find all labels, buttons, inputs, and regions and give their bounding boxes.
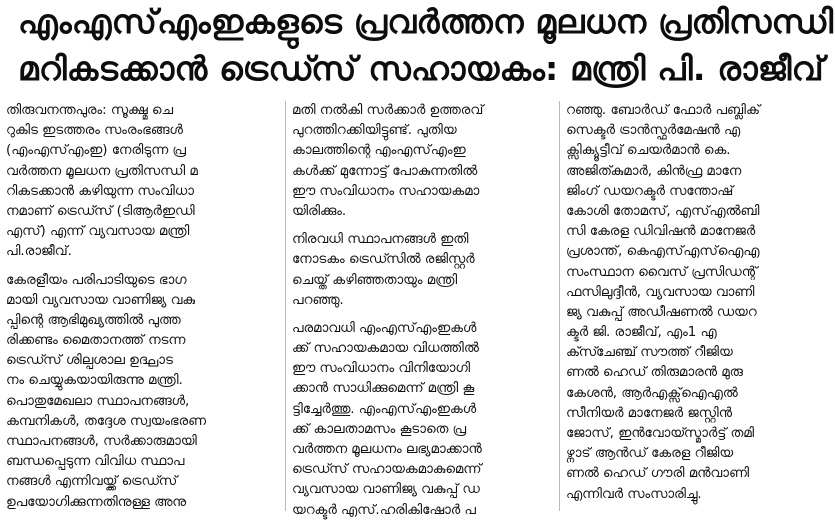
text-line: ക്സിക്യൂട്ടീവ് ചെയർമാൻ കെ.	[566, 143, 731, 159]
text-line: ഫസിലുദ്ദീൻ, വ്യവസായ വാണി	[566, 284, 755, 300]
text-line: ഴ്നാട് ആൻഡ് കേരള റീജിയ	[566, 446, 734, 462]
text-line: സീനിയർ മാനേജർ ജസ്റ്റിൻ	[566, 405, 732, 421]
column-divider	[559, 101, 560, 511]
text-line: തിരുവനന്തപുരം: സൂക്ഷ്മ ചെ	[6, 103, 173, 118]
text-line: സി കേരള ഡിവിഷൻ മാനേജർ	[566, 224, 756, 240]
text-line: നോടകം ട്രെഡ്സിൽ രജിസ്റ്റർ	[292, 252, 475, 268]
text-line: സെക്ടർ ട്രാൻസ്ഫർമേഷൻ എ	[566, 123, 741, 139]
text-line: മതി നൽകി സർക്കാർ ഉത്തരവ്	[292, 103, 484, 118]
text-line: പ്പിന്റെ ആഭിമുഖ്യത്തിൽ പുത്ത	[6, 312, 181, 328]
text-line: റുകിട ഇടത്തരം സംരംഭങ്ങൾ	[6, 123, 183, 139]
text-line: ബന്ധപ്പെടുന്ന വിവിധ സ്ഥാപ	[6, 454, 185, 470]
text-line: ജിംഗ് ഡയറക്ടർ സന്തോഷ്	[566, 183, 734, 199]
headline-line-1: എംഎസ്എംഇകളുടെ പ്രവർത്തന മൂലധന പ്രതിസന്ധി	[18, 2, 834, 41]
text-line: ജോസ്, ഇൻവോയ്സ്മാർട്ട് തമി	[566, 426, 755, 441]
text-line: ഈ സംവിധാനം വിനിയോഗി	[292, 361, 470, 377]
text-line: കമ്പനികൾ, തദ്ദേശ സ്വയംഭരണ	[6, 413, 206, 429]
text-line: സംസ്ഥാന വൈസ് പ്രസിഡന്റ്	[566, 264, 758, 280]
text-line: വ്യവസായ വാണിജ്യ വകുപ്പ് ഡ	[292, 482, 480, 498]
text-line: (എംഎസ്എംഇ) നേരിടുന്ന പ്ര	[6, 143, 186, 159]
article-paragraph	[292, 230, 554, 311]
article-column-3	[566, 101, 828, 505]
text-line: അജിത്കുമാർ, കിൻഫ്ര മാനേ	[566, 163, 742, 179]
article-paragraph	[6, 101, 280, 263]
text-line: ജ്യ വകുപ്പ് അഡീഷണൽ ഡയറ	[566, 304, 757, 320]
text-line: ട്രെഡ്സ് ശില്പശാല ഉദ്ഘാട	[6, 353, 173, 369]
text-line: ക്ടർ ജി. രാജീവ്, എം1 എ	[566, 325, 717, 341]
text-line: റഞ്ഞു. ബോർഡ് ഫോർ പബ്ലിക്	[566, 103, 760, 118]
text-line: കൾക്ക് മുന്നോട്ട് പോകുന്നതിൽ	[292, 163, 478, 179]
text-line: പി.രാജീവ്.	[6, 244, 72, 260]
text-line: സ്ഥാപനങ്ങൾ, സർക്കാരുമായി	[6, 434, 197, 449]
text-line: കാലത്തിന്റെ എംഎസ്എംഇ	[292, 143, 466, 159]
article-column-1	[6, 101, 280, 513]
text-line: വർത്തന മൂലധന പ്രതിസന്ധി മ	[6, 163, 198, 179]
article-column-2	[292, 101, 554, 521]
text-line: നിരവധി സ്ഥാപനങ്ങൾ ഇതി	[292, 232, 469, 248]
text-line: ട്രെഡ്സ് സഹായകമാകുമെന്ന്	[292, 462, 482, 478]
text-line: നമാണ് ട്രെഡ്സ് (ടിആർഇഡി	[6, 203, 195, 219]
text-line: ട്ടിച്ചേർത്തു. എംഎസ്എംഇകൾ	[292, 401, 477, 417]
text-line: കോശി തോമസ്, എസ്എൽബി	[566, 203, 760, 219]
text-line: മായി വ്യവസായ വാണിജ്യ വകു	[6, 292, 195, 308]
headline-line-2: മറികടക്കാൻ ട്രെഡ്സ് സഹായകം: മന്ത്രി പി. രാജീവ്	[18, 49, 824, 88]
text-line: ണൽ ഹെഡ് തിരുമാരൻ മുരു	[566, 365, 743, 381]
text-line: വർത്തന മൂലധനം ലഭ്യമാക്കാൻ	[292, 442, 482, 457]
text-line: ചെയ്ത് കഴിഞ്ഞതായും മന്ത്രി	[292, 272, 458, 288]
text-line: ണൽ ഹെഡ് ഗൗരി മൻവാണി	[566, 466, 750, 482]
text-line: യറക്ടർ എസ്.ഹരികിഷോർ പ	[292, 502, 476, 518]
article-paragraph	[6, 271, 280, 513]
text-line: കേശൻ, ആർഎക്സ്ഐഎൽ	[566, 385, 738, 401]
text-line: ക്ക് സഹായകമായ വിധത്തിൽ	[292, 341, 479, 357]
paragraph-gap	[292, 222, 554, 230]
article-paragraph	[292, 101, 554, 222]
text-line: പ്രശാന്ത്, കെഎസ്എസ്ഐഎ	[566, 244, 760, 260]
text-line: എസ്) എന്ന് വ്യവസായ മന്ത്രി	[6, 224, 190, 240]
text-line: കേരളീയം പരിപാടിയുടെ ഭാഗ	[6, 272, 187, 288]
text-line: നം ചെയ്യുകയായിരുന്നു മന്ത്രി.	[6, 373, 183, 389]
text-line: പറഞ്ഞു.	[292, 292, 344, 308]
text-line: ഈ സംവിധാനം സഹായകമാ	[292, 183, 480, 199]
text-line: യിരിക്കും.	[292, 203, 347, 219]
column-divider	[285, 101, 286, 511]
text-line: നങ്ങൾ എന്നിവയ്ക്ക് ട്രെഡ്സ്	[6, 474, 178, 490]
text-line: ക്സ്ചേഞ്ച് സൗത്ത് റീജിയ	[566, 345, 733, 361]
paragraph-gap	[6, 263, 280, 271]
text-line: പൊതുമേഖലാ സ്ഥാപനങ്ങൾ,	[6, 393, 190, 409]
text-line: രിക്കണ്ടം മൈതാനത്ത് നടന്ന	[6, 333, 186, 349]
text-line: ക്ക് കാലതാമസം കൂടാതെ പ്ര	[292, 421, 467, 437]
text-line: പുറത്തിറക്കിയിട്ടുണ്ട്. പുതിയ	[292, 123, 457, 139]
paragraph-gap	[292, 311, 554, 319]
text-line: ഉപയോഗിക്കുന്നതിനുള്ള അനു	[6, 494, 187, 510]
text-line: എന്നിവർ സംസാരിച്ചു.	[566, 486, 702, 502]
text-line: പരമാവധി എംഎസ്എംഇകൾ	[292, 320, 477, 336]
article-paragraph	[292, 319, 554, 521]
article-paragraph	[566, 101, 828, 505]
text-line: ക്കാൻ സാധിക്കുമെന്ന് മന്ത്രി കൂ	[292, 381, 475, 397]
text-line: റികടക്കാൻ കഴിയുന്ന സംവിധാ	[6, 183, 194, 199]
